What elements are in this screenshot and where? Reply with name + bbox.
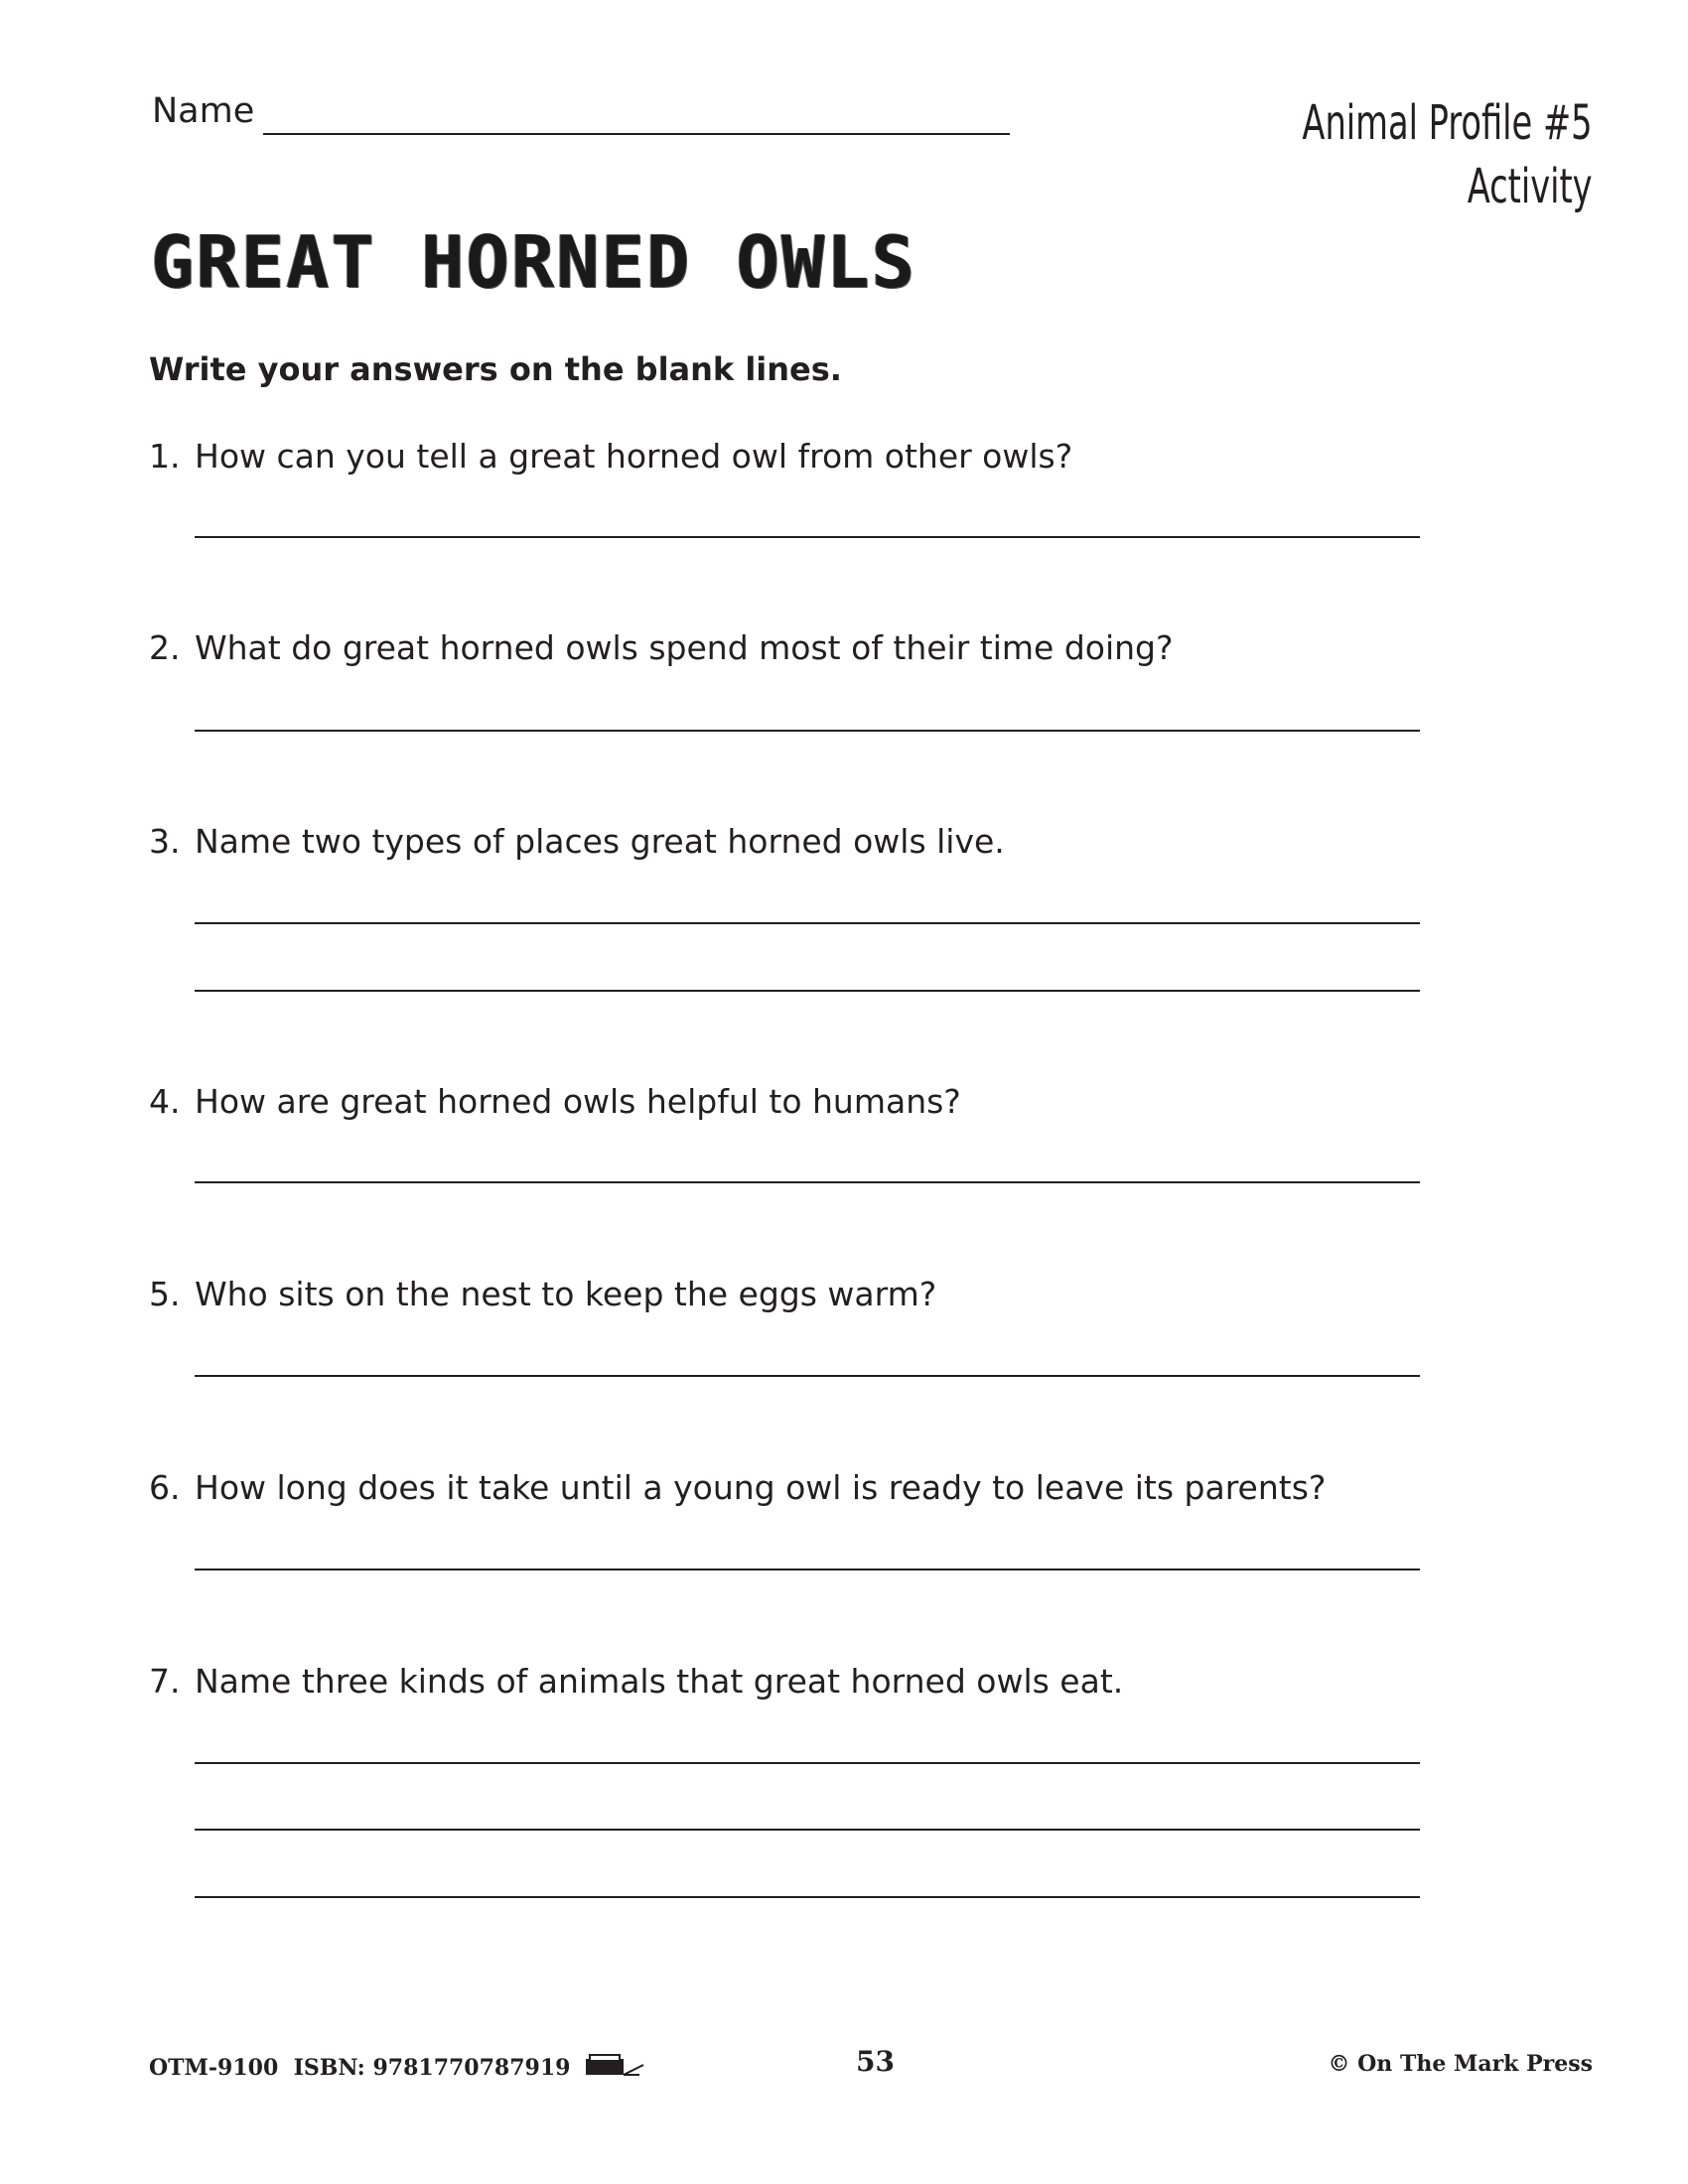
- answer-line-1[interactable]: [195, 536, 1420, 538]
- question-text: Who sits on the nest to keep the eggs warm?: [195, 1275, 937, 1313]
- book-press-icon: [584, 2051, 645, 2087]
- answer-line-3b[interactable]: [195, 990, 1420, 992]
- profile-number: Animal Profile #5: [1302, 95, 1593, 151]
- answer-line-7c[interactable]: [195, 1896, 1420, 1898]
- answer-line-5[interactable]: [195, 1375, 1420, 1377]
- question-1: [149, 437, 1072, 476]
- question-number: 4.: [149, 1082, 181, 1121]
- instructions: Write your answers on the blank lines.: [149, 350, 842, 388]
- question-5: [149, 1275, 936, 1313]
- question-number: 2.: [149, 628, 181, 667]
- footer-code: [149, 2051, 645, 2087]
- question-6: [149, 1468, 1326, 1507]
- question-number: 5.: [149, 1275, 181, 1313]
- question-3: [149, 822, 1005, 861]
- copyright: © On The Mark Press: [1328, 2051, 1593, 2077]
- answer-line-7b[interactable]: [195, 1829, 1420, 1831]
- question-number: 6.: [149, 1468, 181, 1507]
- profile-heading: [1303, 91, 1593, 218]
- question-text: Name three kinds of animals that great horned owls eat.: [195, 1662, 1124, 1701]
- product-code: OTM-9100: [149, 2055, 279, 2081]
- question-4: [149, 1082, 961, 1121]
- answer-line-2[interactable]: [195, 730, 1420, 732]
- question-2: [149, 628, 1174, 667]
- question-text: What do great horned owls spend most of their time doing?: [195, 628, 1174, 667]
- answer-line-6[interactable]: [195, 1569, 1420, 1570]
- isbn: ISBN: 9781770787919: [293, 2055, 571, 2081]
- answer-line-4[interactable]: [195, 1181, 1420, 1183]
- page-number: 53: [856, 2045, 895, 2078]
- question-number: 7.: [149, 1662, 181, 1701]
- profile-activity: Activity: [1468, 159, 1593, 214]
- answer-line-7a[interactable]: [195, 1762, 1420, 1764]
- question-number: 1.: [149, 437, 181, 476]
- name-row: [152, 91, 867, 141]
- question-text: How are great horned owls helpful to humans?: [195, 1082, 961, 1121]
- question-number: 3.: [149, 822, 181, 861]
- question-7: [149, 1662, 1123, 1701]
- name-label: Name: [152, 91, 255, 131]
- page-title: GREAT HORNED OWLS: [151, 220, 916, 304]
- question-text: Name two types of places great horned owls live.: [195, 822, 1005, 861]
- question-text: How can you tell a great horned owl from other owls?: [195, 437, 1073, 476]
- answer-line-3a[interactable]: [195, 922, 1420, 924]
- name-field[interactable]: [263, 133, 1010, 135]
- question-text: How long does it take until a young owl is ready to leave its parents?: [195, 1468, 1327, 1507]
